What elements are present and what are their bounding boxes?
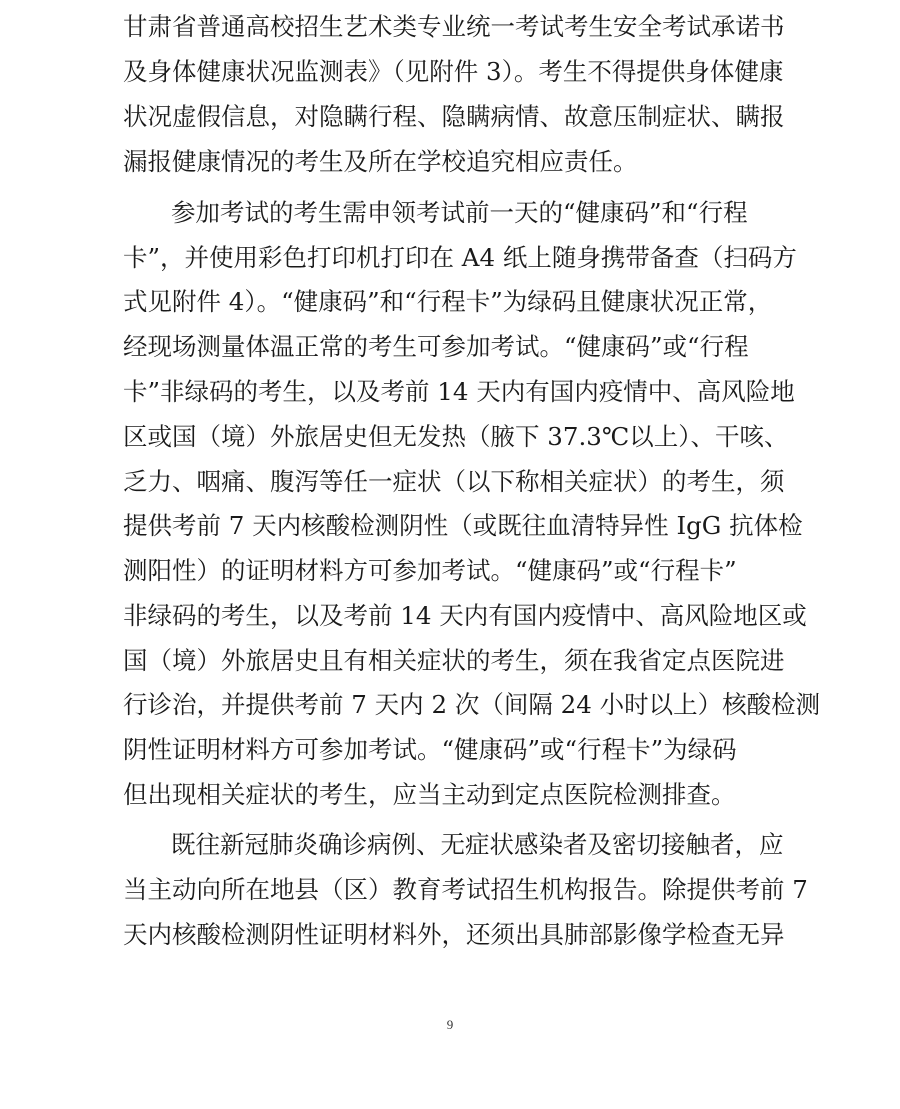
text-line-20: 当主动向所在地县（区）教育考试招生机构报告。除提供考前 7 bbox=[123, 875, 808, 904]
text-line-2: 及身体健康状况监测表》（见附件 3）。考生不得提供身体健康 bbox=[123, 57, 784, 86]
text-line-10: 区或国（境）外旅居史但无发热（腋下 37.3℃以上）、干咳、 bbox=[123, 422, 789, 451]
text-line-4: 漏报健康情况的考生及所在学校追究相应责任。 bbox=[123, 147, 638, 176]
text-line-19: 既往新冠肺炎确诊病例、无症状感染者及密切接触者，应 bbox=[171, 830, 784, 859]
text-line-11: 乏力、咽痛、腹泻等任一症状（以下称相关症状）的考生，须 bbox=[123, 467, 785, 496]
text-line-16: 行诊治，并提供考前 7 天内 2 次（间隔 24 小时以上）核酸检测 bbox=[123, 690, 821, 719]
text-line-21: 天内核酸检测阴性证明材料外，还须出具肺部影像学检查无异 bbox=[123, 920, 785, 949]
text-line-3: 状况虚假信息，对隐瞒行程、隐瞒病情、故意压制症状、瞒报 bbox=[123, 102, 785, 131]
text-line-5: 参加考试的考生需申领考试前一天的“健康码”和“行程 bbox=[171, 198, 748, 227]
text-line-7: 式见附件 4）。“健康码”和“行程卡”为绿码且健康状况正常， bbox=[123, 287, 773, 316]
page-number: 9 bbox=[446, 1017, 454, 1032]
text-line-15: 国（境）外旅居史且有相关症状的考生，须在我省定点医院进 bbox=[123, 646, 785, 675]
text-line-6: 卡”，并使用彩色打印机打印在 A4 纸上随身携带备查（扫码方 bbox=[123, 243, 797, 272]
text-line-18: 但出现相关症状的考生，应当主动到定点医院检测排查。 bbox=[123, 780, 736, 809]
text-line-14: 非绿码的考生，以及考前 14 天内有国内疫情中、高风险地区或 bbox=[123, 601, 807, 630]
text-line-13: 测阳性）的证明材料方可参加考试。“健康码”或“行程卡” bbox=[123, 556, 737, 585]
text-line-12: 提供考前 7 天内核酸检测阴性（或既往血清特异性 IgG 抗体检 bbox=[123, 511, 803, 540]
text-line-1: 甘肃省普通高校招生艺术类专业统一考试考生安全考试承诺书 bbox=[123, 12, 785, 41]
text-line-17: 阴性证明材料方可参加考试。“健康码”或“行程卡”为绿码 bbox=[123, 735, 737, 764]
text-line-8: 经现场测量体温正常的考生可参加考试。“健康码”或“行程 bbox=[123, 332, 749, 361]
text-line-9: 卡”非绿码的考生，以及考前 14 天内有国内疫情中、高风险地 bbox=[123, 377, 795, 406]
